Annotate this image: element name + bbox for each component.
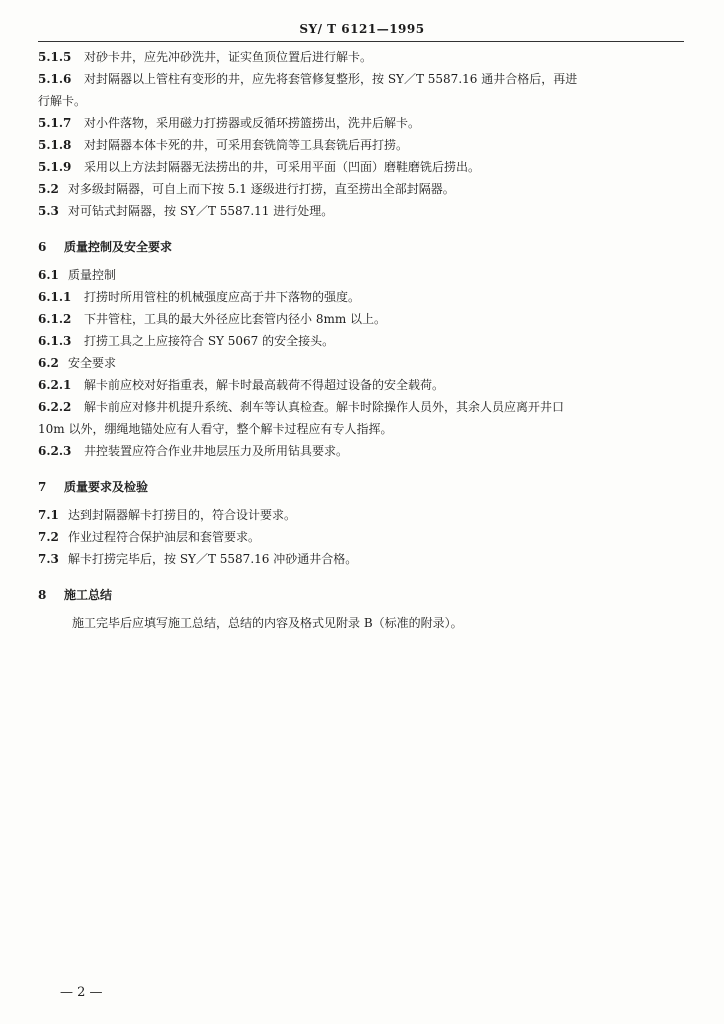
section-title: 质量要求及检验 <box>64 480 149 494</box>
clause-number: 6.2.2 <box>38 400 72 414</box>
clause-text: 对砂卡井，应先冲砂洗井，证实鱼顶位置后进行解卡。 <box>84 50 373 64</box>
clause-text: 对小件落物，采用磁力打捞器或反循环捞篮捞出，洗井后解卡。 <box>84 116 421 130</box>
clause-text: 作业过程符合保护油层和套管要求。 <box>68 530 261 544</box>
clause-6-2-1 <box>38 374 684 396</box>
section-title: 施工总结 <box>64 588 113 602</box>
clause-5-3 <box>38 200 684 222</box>
clause-6-2 <box>38 352 684 374</box>
clause-number: 6.1 <box>38 268 59 282</box>
clause-text: 达到封隔器解卡打捞目的，符合设计要求。 <box>68 508 297 522</box>
clause-6-1-2 <box>38 308 684 330</box>
section-8-heading <box>38 584 684 606</box>
clause-5-2 <box>38 178 684 200</box>
clause-text: 解卡前应对修井机提升系统、刹车等认真检查。解卡时除操作人员外，其余人员应离开井口 <box>84 400 565 414</box>
clause-5-1-5 <box>38 46 684 68</box>
clause-text: 对可钻式封隔器，按 SY／T 5587.11 进行处理。 <box>68 204 334 218</box>
document-body <box>38 46 684 634</box>
clause-text: 下井管柱，工具的最大外径应比套管内径小 8mm 以上。 <box>84 312 387 326</box>
clause-number: 6.2.3 <box>38 444 72 458</box>
clause-number: 5.3 <box>38 204 59 218</box>
clause-6-2-3 <box>38 440 684 462</box>
clause-6-2-2-continued <box>38 418 684 440</box>
clause-5-1-6 <box>38 68 684 90</box>
section-8-body <box>38 612 684 634</box>
clause-text: 打捞时所用管柱的机械强度应高于井下落物的强度。 <box>84 290 361 304</box>
clause-6-1-3 <box>38 330 684 352</box>
clause-number: 7.3 <box>38 552 59 566</box>
clause-text: 解卡前应校对好指重表，解卡时最高载荷不得超过设备的安全载荷。 <box>84 378 445 392</box>
clause-text: 打捞工具之上应接符合 SY 5067 的安全接头。 <box>84 334 335 348</box>
clause-text: 对封隔器本体卡死的井，可采用套铣筒等工具套铣后再打捞。 <box>84 138 409 152</box>
clause-text: 质量控制 <box>68 268 117 282</box>
page-number: — 2 — <box>60 985 103 1000</box>
page-header: SY/ T 6121—1995 <box>299 22 425 36</box>
clause-text: 对多级封隔器，可自上而下按 5.1 逐级进行打捞，直至捞出全部封隔器。 <box>68 182 455 196</box>
clause-number: 7.2 <box>38 530 59 544</box>
clause-text: 采用以上方法封隔器无法捞出的井，可采用平面（凹面）磨鞋磨铣后捞出。 <box>84 160 481 174</box>
clause-number: 6.2.1 <box>38 378 72 392</box>
clause-5-1-8 <box>38 134 684 156</box>
clause-number: 5.1.9 <box>38 160 72 174</box>
clause-number: 6.1.1 <box>38 290 72 304</box>
section-7-heading <box>38 476 684 498</box>
clause-text-continued: 10m 以外，绷绳地锚处应有人看守，整个解卡过程应有专人指挥。 <box>38 422 393 436</box>
clause-6-1 <box>38 264 684 286</box>
clause-number: 6.1.2 <box>38 312 72 326</box>
clause-text: 井控装置应符合作业井地层压力及所用钻具要求。 <box>84 444 349 458</box>
clause-6-1-1 <box>38 286 684 308</box>
section-6-heading <box>38 236 684 258</box>
clause-7-1 <box>38 504 684 526</box>
clause-7-2 <box>38 526 684 548</box>
clause-text: 安全要求 <box>68 356 117 370</box>
clause-number: 7.1 <box>38 508 59 522</box>
paragraph-text: 施工完毕后应填写施工总结，总结的内容及格式见附录 B（标准的附录）。 <box>72 616 463 630</box>
section-number: 6 <box>38 240 47 254</box>
clause-text-continued: 行解卡。 <box>38 94 87 108</box>
clause-number: 6.2 <box>38 356 59 370</box>
clause-number: 6.1.3 <box>38 334 72 348</box>
clause-number: 5.1.5 <box>38 50 72 64</box>
clause-number: 5.1.7 <box>38 116 72 130</box>
section-number: 7 <box>38 480 47 494</box>
clause-text: 解卡打捞完毕后，按 SY／T 5587.16 冲砂通井合格。 <box>68 552 358 566</box>
clause-5-1-6-continued <box>38 90 684 112</box>
header-rule <box>38 41 684 42</box>
section-number: 8 <box>38 588 47 602</box>
clause-5-1-9 <box>38 156 684 178</box>
clause-7-3 <box>38 548 684 570</box>
clause-number: 5.1.8 <box>38 138 72 152</box>
clause-text: 对封隔器以上管柱有变形的井，应先将套管修复整形，按 SY／T 5587.16 通井合格后，再进 <box>84 72 578 86</box>
clause-5-1-7 <box>38 112 684 134</box>
clause-number: 5.2 <box>38 182 59 196</box>
clause-6-2-2 <box>38 396 684 418</box>
section-title: 质量控制及安全要求 <box>64 240 173 254</box>
clause-number: 5.1.6 <box>38 72 72 86</box>
